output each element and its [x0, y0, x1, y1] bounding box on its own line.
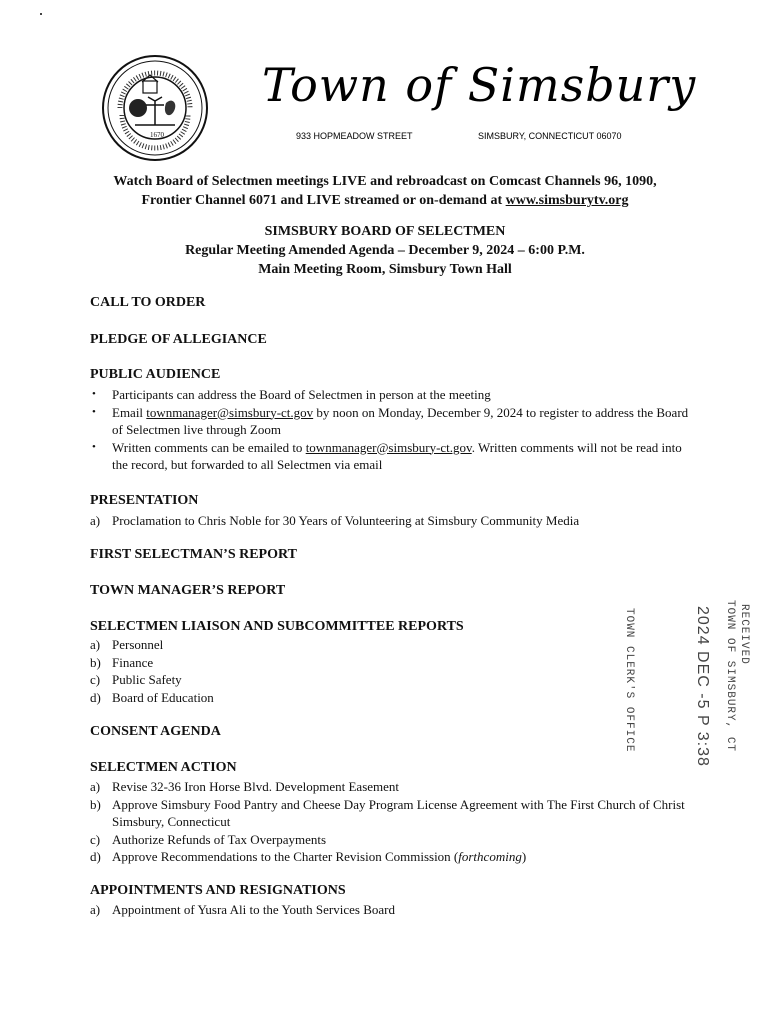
public-audience-list	[90, 386, 700, 474]
list-marker: c)	[90, 831, 101, 847]
appointments-heading: APPOINTMENTS AND RESIGNATIONS	[90, 883, 346, 898]
list-item	[90, 654, 700, 672]
list-item-text: Approve Recommendations to the Charter Revision Commission (	[112, 849, 459, 864]
town-title: Town of Simsbury	[262, 58, 697, 112]
scan-speck	[40, 13, 42, 15]
list-marker: b)	[90, 796, 101, 812]
svg-text:1670: 1670	[150, 131, 164, 139]
bullet: •	[92, 440, 96, 453]
list-marker: a)	[90, 513, 101, 528]
town-manager-heading: TOWN MANAGER’S REPORT	[90, 583, 286, 598]
bullet: •	[92, 405, 96, 418]
address-street: 933 HOPMEADOW STREET	[296, 131, 413, 141]
email-link[interactable]: townmanager@simsbury-ct.gov	[305, 439, 472, 455]
list-item-text: Finance	[112, 654, 154, 670]
list-item	[90, 404, 700, 439]
list-item	[90, 512, 700, 530]
list-item-text: Revise 32-36 Iron Horse Blvd. Development Easement	[112, 779, 400, 794]
call-to-order-heading: CALL TO ORDER	[90, 295, 206, 310]
board-name: SIMSBURY BOARD OF SELECTMEN	[264, 224, 506, 239]
bullet: •	[92, 388, 96, 400]
list-item	[90, 689, 700, 707]
list-item-text: by noon on Monday, December 9, 2024 to register to address the Board of Selectmen live through Zoom	[112, 404, 689, 437]
simsburytv-link[interactable]: www.simsburytv.org	[505, 193, 629, 208]
liaison-list	[90, 636, 700, 706]
email-link[interactable]: townmanager@simsbury-ct.gov	[146, 404, 314, 420]
list-item-text: Written comments can be emailed to	[112, 439, 306, 455]
broadcast-line-2	[0, 191, 770, 210]
list-item	[90, 796, 700, 831]
public-audience-heading: PUBLIC AUDIENCE	[90, 367, 221, 382]
broadcast-notice	[0, 172, 770, 210]
town-seal-logo	[100, 53, 210, 163]
list-item	[90, 778, 700, 796]
meeting-location: Main Meeting Room, Simsbury Town Hall	[258, 262, 512, 277]
list-item-text: Email	[112, 404, 147, 420]
list-item-text: Public Safety	[112, 672, 182, 687]
first-selectman-heading: FIRST SELECTMAN’S REPORT	[90, 547, 297, 562]
appointments-list	[90, 901, 700, 919]
consent-agenda-heading: CONSENT AGENDA	[90, 724, 221, 739]
list-item	[90, 439, 700, 474]
list-item	[90, 831, 700, 849]
forthcoming-note: forthcoming	[458, 849, 522, 864]
list-marker: b)	[90, 654, 101, 670]
list-item	[90, 848, 700, 866]
selectmen-action-list	[90, 778, 700, 866]
agenda-line: Regular Meeting Amended Agenda – December 9, 2024 – 6:00 P.M.	[185, 243, 585, 258]
list-item-text: Proclamation to Chris Noble for 30 Years of Volunteering at Simsbury Community Media	[112, 513, 580, 528]
list-item-text: . Written comments will not be read into the record, but forwarded to all Selectmen via email	[112, 439, 682, 472]
list-marker: a)	[90, 779, 101, 794]
list-marker: c)	[90, 672, 101, 687]
list-item	[90, 386, 700, 404]
stamp-office: TOWN CLERK'S OFFICE	[623, 608, 635, 753]
list-marker: a)	[90, 902, 101, 917]
stamp-received: RECEIVED	[738, 604, 750, 665]
list-item	[90, 671, 700, 689]
address-city: SIMSBURY, CONNECTICUT 06070	[478, 131, 622, 141]
meeting-header	[0, 222, 770, 279]
list-item-text-close: )	[521, 849, 527, 864]
selectmen-action-heading: SELECTMEN ACTION	[90, 760, 237, 775]
list-marker: d)	[90, 689, 101, 705]
presentation-list	[90, 512, 700, 530]
pledge-heading: PLEDGE OF ALLEGIANCE	[90, 332, 267, 347]
list-item	[90, 636, 700, 654]
broadcast-line-2-text: Frontier Channel 6071 and LIVE streamed or on-demand at	[141, 193, 506, 208]
stamp-datetime: 2024 DEC -5 P 3:38	[694, 606, 711, 767]
list-marker: a)	[90, 637, 101, 652]
list-item-text: Authorize Refunds of Tax Overpayments	[112, 831, 327, 847]
broadcast-line-1: Watch Board of Selectmen meetings LIVE and rebroadcast on Comcast Channels 96, 1090,	[113, 174, 657, 189]
list-item	[90, 901, 700, 919]
stamp-town: TOWN OF SIMSBURY, CT	[724, 600, 736, 753]
list-item-text: Board of Education	[112, 689, 214, 705]
presentation-heading: PRESENTATION	[90, 493, 199, 508]
list-marker: d)	[90, 849, 101, 864]
list-item-text: Personnel	[112, 637, 164, 652]
list-item-text: Participants can address the Board of Selectmen in person at the meeting	[112, 387, 491, 402]
liaison-heading: SELECTMEN LIAISON AND SUBCOMMITTEE REPORTS	[90, 619, 464, 634]
list-item-text: Appointment of Yusra Ali to the Youth Services Board	[112, 902, 395, 917]
list-item-text: Approve Simsbury Food Pantry and Cheese Day Program License Agreement with The First Church of Christ Simsbury, Connecticut	[112, 796, 685, 829]
